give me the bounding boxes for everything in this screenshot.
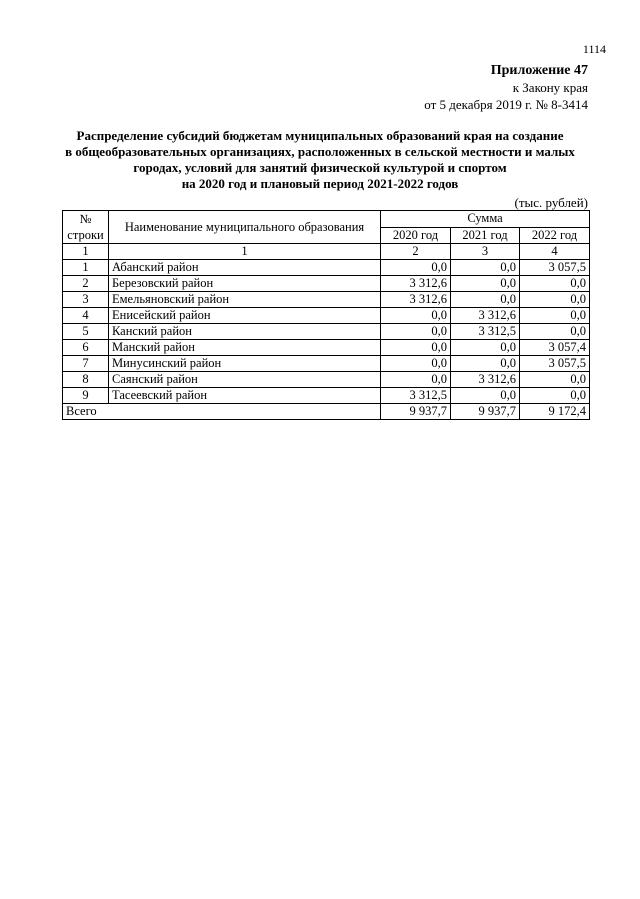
total-label: Всего <box>63 404 381 420</box>
row-value-2022: 3 057,5 <box>520 356 590 372</box>
row-number: 5 <box>63 324 109 340</box>
title-line: Распределение субсидий бюджетам муниципальных образований края на создание <box>76 128 564 143</box>
appendix-block <box>424 62 588 113</box>
row-number: 7 <box>63 356 109 372</box>
col-number: 2 <box>381 244 451 260</box>
row-value-2022: 0,0 <box>520 388 590 404</box>
row-name: Березовский район <box>109 276 381 292</box>
table-row <box>63 308 590 324</box>
document-title <box>40 128 600 192</box>
row-number: 3 <box>63 292 109 308</box>
row-name: Минусинский район <box>109 356 381 372</box>
row-value-2020: 0,0 <box>381 372 451 388</box>
row-value-2022: 0,0 <box>520 276 590 292</box>
table-row <box>63 260 590 276</box>
row-value-2022: 3 057,4 <box>520 340 590 356</box>
row-value-2020: 0,0 <box>381 308 451 324</box>
row-name: Саянский район <box>109 372 381 388</box>
row-value-2022: 3 057,5 <box>520 260 590 276</box>
row-value-2020: 3 312,6 <box>381 292 451 308</box>
table-row <box>63 356 590 372</box>
header-name: Наименование муниципального образования <box>109 211 381 244</box>
header-sum: Сумма <box>381 211 590 228</box>
appendix-law-ref: к Закону края <box>512 80 588 95</box>
row-number: 1 <box>63 260 109 276</box>
header-year-2021: 2021 год <box>451 227 520 244</box>
title-line: на 2020 год и плановый период 2021-2022 годов <box>181 176 459 191</box>
row-value-2021: 0,0 <box>451 340 520 356</box>
table-row <box>63 276 590 292</box>
row-value-2022: 0,0 <box>520 324 590 340</box>
row-value-2020: 3 312,5 <box>381 388 451 404</box>
row-value-2020: 3 312,6 <box>381 276 451 292</box>
row-value-2021: 0,0 <box>451 292 520 308</box>
units-label: (тыс. рублей) <box>514 195 588 210</box>
appendix-title: Приложение 47 <box>490 63 588 78</box>
row-value-2022: 0,0 <box>520 292 590 308</box>
appendix-date: от 5 декабря 2019 г. № 8-3414 <box>424 97 588 112</box>
row-name: Канский район <box>109 324 381 340</box>
title-line: в общеобразовательных организациях, расположенных в сельской местности и малых <box>65 144 575 159</box>
total-row <box>63 404 590 420</box>
table-row <box>63 292 590 308</box>
row-name: Манский район <box>109 340 381 356</box>
row-value-2022: 0,0 <box>520 308 590 324</box>
row-number: 6 <box>63 340 109 356</box>
row-value-2021: 0,0 <box>451 260 520 276</box>
row-value-2021: 3 312,6 <box>451 308 520 324</box>
row-value-2021: 0,0 <box>451 388 520 404</box>
row-value-2021: 0,0 <box>451 356 520 372</box>
total-value-2021: 9 937,7 <box>451 404 520 420</box>
row-number: 9 <box>63 388 109 404</box>
row-name: Абанский район <box>109 260 381 276</box>
page-number: 1114 <box>582 42 606 56</box>
col-number: 3 <box>451 244 520 260</box>
total-value-2020: 9 937,7 <box>381 404 451 420</box>
header-year-2022: 2022 год <box>520 227 590 244</box>
subsidy-table <box>62 210 590 420</box>
row-value-2020: 0,0 <box>381 356 451 372</box>
table-row <box>63 388 590 404</box>
header-year-2020: 2020 год <box>381 227 451 244</box>
row-number: 2 <box>63 276 109 292</box>
col-number: 1 <box>109 244 381 260</box>
row-value-2021: 3 312,6 <box>451 372 520 388</box>
title-line: городах, условий для занятий физической культурой и спортом <box>133 160 507 175</box>
table-row <box>63 372 590 388</box>
row-number: 4 <box>63 308 109 324</box>
table-row <box>63 324 590 340</box>
row-value-2020: 0,0 <box>381 340 451 356</box>
row-name: Тасеевский район <box>109 388 381 404</box>
header-num-line1: № <box>79 212 92 226</box>
total-value-2022: 9 172,4 <box>520 404 590 420</box>
header-num-line2: строки <box>67 228 104 242</box>
row-number: 8 <box>63 372 109 388</box>
row-value-2021: 0,0 <box>451 276 520 292</box>
row-value-2020: 0,0 <box>381 260 451 276</box>
table-row <box>63 340 590 356</box>
row-value-2020: 0,0 <box>381 324 451 340</box>
row-value-2021: 3 312,5 <box>451 324 520 340</box>
col-number: 1 <box>63 244 109 260</box>
col-number: 4 <box>520 244 590 260</box>
row-value-2022: 0,0 <box>520 372 590 388</box>
row-name: Емельяновский район <box>109 292 381 308</box>
row-name: Енисейский район <box>109 308 381 324</box>
header-row-number <box>63 211 109 244</box>
